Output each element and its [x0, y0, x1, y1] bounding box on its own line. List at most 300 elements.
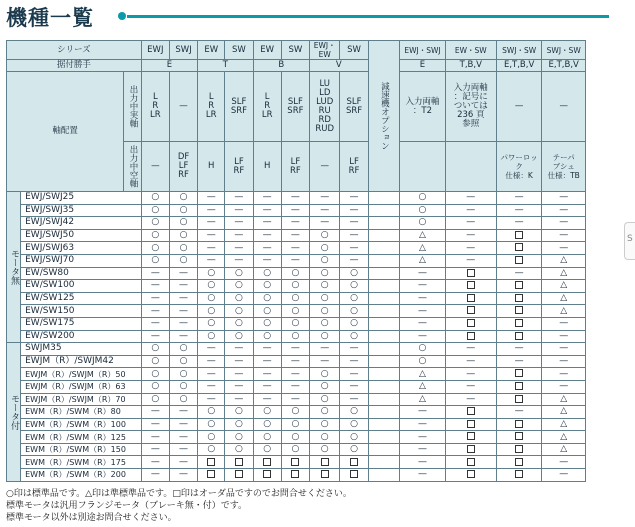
order-item-icon: [207, 470, 215, 478]
model-name: EW/SW100: [21, 280, 142, 293]
order-item-icon: [515, 294, 523, 302]
availability-cell: △: [400, 380, 446, 393]
availability-cell: —: [542, 204, 586, 217]
series-header: EWJ: [141, 41, 169, 60]
availability-cell: △: [542, 280, 586, 293]
availability-cell: —: [198, 242, 225, 255]
availability-cell: ○: [400, 204, 446, 217]
availability-cell: [496, 242, 542, 255]
model-name: EWJ/SWJ35: [21, 204, 142, 217]
mount-header: V: [310, 60, 369, 72]
availability-cell: ○: [340, 305, 368, 318]
availability-cell: △: [542, 443, 586, 456]
availability-cell: [281, 456, 309, 469]
availability-cell: —: [253, 192, 281, 205]
reducer-option-cell: [368, 292, 400, 305]
availability-cell: [496, 380, 542, 393]
model-name: EW/SW80: [21, 267, 142, 280]
availability-cell: ○: [198, 406, 225, 419]
availability-cell: ○: [310, 431, 340, 444]
model-name: EWJM（R）/SWJM（R）63: [21, 380, 142, 393]
availability-cell: ○: [310, 418, 340, 431]
order-item-icon: [467, 319, 475, 327]
availability-cell: —: [310, 355, 340, 368]
order-item-icon: [321, 470, 329, 478]
availability-cell: ○: [141, 217, 169, 230]
availability-cell: ○: [169, 343, 197, 356]
order-item-icon: [515, 470, 523, 478]
availability-cell: —: [310, 343, 340, 356]
availability-cell: —: [400, 431, 446, 444]
availability-cell: ○: [169, 254, 197, 267]
availability-cell: —: [400, 267, 446, 280]
availability-cell: —: [169, 330, 197, 343]
availability-cell: —: [198, 393, 225, 406]
availability-cell: [496, 317, 542, 330]
solid-arrangement: LU LD LUD RU RD RUD: [310, 72, 340, 142]
order-item-icon: [515, 256, 523, 264]
availability-cell: [340, 469, 368, 482]
footer-note-2: 標準モータは汎用フランジモータ（ブレーキ無・付）です。: [6, 501, 247, 511]
availability-cell: ○: [310, 280, 340, 293]
availability-cell: ○: [141, 355, 169, 368]
availability-cell: —: [225, 229, 253, 242]
availability-cell: —: [340, 217, 368, 230]
availability-cell: ○: [253, 305, 281, 318]
availability-cell: —: [281, 380, 309, 393]
availability-cell: [496, 469, 542, 482]
availability-cell: ○: [281, 292, 309, 305]
series-label: シリーズ: [7, 41, 142, 60]
availability-cell: ○: [253, 406, 281, 419]
availability-cell: [445, 267, 496, 280]
availability-cell: —: [310, 192, 340, 205]
reducer-option-cell: [368, 343, 400, 356]
availability-cell: ○: [340, 431, 368, 444]
availability-cell: [445, 330, 496, 343]
order-item-icon: [515, 420, 523, 428]
availability-cell: —: [253, 368, 281, 381]
reducer-option-cell: [368, 406, 400, 419]
option-series-header: SWJ・SW: [542, 41, 586, 60]
reducer-option-cell: [368, 456, 400, 469]
availability-cell: —: [198, 368, 225, 381]
model-name: EWM（R）/SWM（R）150: [21, 443, 142, 456]
order-item-icon: [515, 445, 523, 453]
availability-cell: —: [141, 469, 169, 482]
availability-cell: ○: [400, 217, 446, 230]
availability-cell: —: [225, 217, 253, 230]
availability-cell: ○: [141, 229, 169, 242]
option-hollow: テーパ ブシュ 仕様：TB: [542, 142, 586, 192]
mount-label: 据付勝手: [7, 60, 142, 72]
availability-cell: —: [445, 393, 496, 406]
availability-cell: —: [340, 368, 368, 381]
order-item-icon: [467, 281, 475, 289]
availability-cell: ○: [225, 431, 253, 444]
availability-cell: [496, 292, 542, 305]
availability-cell: ○: [281, 431, 309, 444]
option-series-header: EWJ・SWJ: [400, 41, 446, 60]
availability-cell: ○: [310, 305, 340, 318]
availability-cell: ○: [253, 317, 281, 330]
availability-cell: ○: [225, 418, 253, 431]
table-row: [7, 431, 586, 444]
availability-cell: [445, 305, 496, 318]
availability-cell: ○: [141, 192, 169, 205]
availability-cell: —: [542, 330, 586, 343]
order-item-icon: [515, 332, 523, 340]
availability-cell: ○: [198, 267, 225, 280]
availability-cell: —: [253, 217, 281, 230]
availability-cell: —: [225, 355, 253, 368]
order-item-icon: [235, 458, 243, 466]
availability-cell: ○: [310, 330, 340, 343]
availability-cell: ○: [198, 418, 225, 431]
model-name: EWJ/SWJ25: [21, 192, 142, 205]
series-header: EW: [198, 41, 225, 60]
availability-cell: —: [225, 393, 253, 406]
availability-cell: —: [141, 280, 169, 293]
availability-cell: —: [198, 192, 225, 205]
availability-cell: —: [542, 192, 586, 205]
availability-cell: [253, 469, 281, 482]
availability-cell: —: [400, 406, 446, 419]
availability-cell: [445, 280, 496, 293]
reducer-option-cell: [368, 393, 400, 406]
reducer-option-cell: [368, 368, 400, 381]
availability-cell: —: [445, 343, 496, 356]
availability-cell: ○: [198, 431, 225, 444]
availability-cell: —: [400, 280, 446, 293]
availability-cell: [496, 431, 542, 444]
availability-cell: —: [198, 204, 225, 217]
model-name: EW/SW125: [21, 292, 142, 305]
table-row: [7, 443, 586, 456]
availability-cell: —: [169, 431, 197, 444]
availability-cell: △: [400, 229, 446, 242]
option-mount-header: E,T,B,V: [542, 60, 586, 72]
availability-cell: ○: [340, 443, 368, 456]
availability-cell: ○: [225, 267, 253, 280]
series-header: EWJ・EW: [310, 41, 340, 60]
availability-cell: [310, 456, 340, 469]
availability-cell: —: [141, 406, 169, 419]
availability-cell: —: [400, 305, 446, 318]
availability-cell: ○: [310, 393, 340, 406]
order-item-icon: [515, 243, 523, 251]
availability-cell: ○: [198, 330, 225, 343]
solid-arrangement: —: [169, 72, 197, 142]
order-item-icon: [467, 445, 475, 453]
group-label: モータ無: [7, 192, 21, 343]
availability-cell: —: [281, 355, 309, 368]
availability-cell: —: [445, 242, 496, 255]
availability-cell: —: [198, 254, 225, 267]
availability-cell: ○: [310, 267, 340, 280]
availability-cell: ○: [169, 204, 197, 217]
availability-cell: —: [253, 204, 281, 217]
order-item-icon: [515, 382, 523, 390]
option-mount-header: T,B,V: [445, 60, 496, 72]
availability-cell: ○: [281, 443, 309, 456]
option-mount-header: E,T,B,V: [496, 60, 542, 72]
reducer-option-cell: [368, 443, 400, 456]
availability-cell: ○: [281, 267, 309, 280]
table-row: [7, 192, 586, 205]
option-solid: —: [496, 72, 542, 142]
availability-cell: —: [253, 242, 281, 255]
order-item-icon: [467, 306, 475, 314]
availability-cell: —: [310, 204, 340, 217]
availability-cell: △: [400, 254, 446, 267]
availability-cell: —: [169, 469, 197, 482]
order-item-icon: [467, 332, 475, 340]
availability-cell: —: [281, 254, 309, 267]
availability-cell: ○: [253, 330, 281, 343]
availability-cell: —: [253, 343, 281, 356]
availability-cell: —: [445, 380, 496, 393]
order-item-icon: [263, 458, 271, 466]
order-item-icon: [350, 458, 358, 466]
availability-cell: ○: [198, 443, 225, 456]
availability-cell: ○: [141, 368, 169, 381]
availability-cell: —: [542, 317, 586, 330]
availability-cell: [496, 393, 542, 406]
order-item-icon: [467, 294, 475, 302]
order-item-icon: [515, 458, 523, 466]
availability-cell: [253, 456, 281, 469]
availability-cell: ○: [310, 317, 340, 330]
availability-cell: ○: [281, 330, 309, 343]
availability-cell: —: [281, 229, 309, 242]
hollow-arrangement: H: [198, 142, 225, 192]
reducer-option-cell: [368, 380, 400, 393]
availability-cell: △: [542, 431, 586, 444]
table-row: [7, 406, 586, 419]
order-item-icon: [467, 470, 475, 478]
availability-cell: [496, 280, 542, 293]
order-item-icon: [467, 432, 475, 440]
availability-cell: ○: [310, 380, 340, 393]
availability-cell: △: [400, 393, 446, 406]
availability-cell: —: [281, 368, 309, 381]
availability-cell: ○: [253, 280, 281, 293]
availability-cell: —: [281, 393, 309, 406]
option-hollow: パワーロック 仕様：K: [496, 142, 542, 192]
availability-cell: —: [445, 355, 496, 368]
availability-cell: ○: [253, 418, 281, 431]
order-item-icon: [207, 458, 215, 466]
availability-cell: ○: [281, 317, 309, 330]
side-index-tab-label: S: [627, 234, 633, 244]
hollow-arrangement: DF LF RF: [169, 142, 197, 192]
availability-cell: —: [169, 406, 197, 419]
series-header: EW: [253, 41, 281, 60]
availability-cell: —: [281, 204, 309, 217]
availability-cell: ○: [198, 292, 225, 305]
hollow-arrangement: LF RF: [340, 142, 368, 192]
availability-cell: —: [281, 242, 309, 255]
availability-cell: —: [542, 242, 586, 255]
reducer-option-cell: [368, 330, 400, 343]
arrangement-label: 軸配置: [7, 72, 124, 192]
availability-cell: —: [340, 192, 368, 205]
availability-cell: ○: [169, 217, 197, 230]
availability-cell: —: [169, 280, 197, 293]
table-row: [7, 267, 586, 280]
reducer-option-cell: [368, 267, 400, 280]
title-bar: [6, 2, 606, 32]
availability-cell: ○: [169, 393, 197, 406]
availability-cell: ○: [225, 317, 253, 330]
availability-cell: ○: [141, 242, 169, 255]
model-name: EW/SW175: [21, 317, 142, 330]
availability-cell: —: [340, 242, 368, 255]
availability-cell: [281, 469, 309, 482]
availability-cell: —: [340, 254, 368, 267]
availability-cell: —: [542, 456, 586, 469]
model-name: EW/SW150: [21, 305, 142, 318]
availability-cell: —: [542, 368, 586, 381]
availability-cell: —: [141, 267, 169, 280]
output-hollow-label: 出力中空軸: [124, 142, 141, 192]
order-item-icon: [515, 369, 523, 377]
availability-cell: ○: [281, 305, 309, 318]
availability-cell: —: [141, 443, 169, 456]
model-name: EWJ/SWJ42: [21, 217, 142, 230]
model-name: EWM（R）/SWM（R）200: [21, 469, 142, 482]
reducer-option-cell: [368, 192, 400, 205]
reducer-option-cell: [368, 418, 400, 431]
order-item-icon: [263, 470, 271, 478]
availability-cell: —: [340, 343, 368, 356]
model-name: EW/SW200: [21, 330, 142, 343]
table-row: [7, 330, 586, 343]
solid-arrangement: L R LR: [198, 72, 225, 142]
order-item-icon: [291, 458, 299, 466]
series-header: SWJ: [169, 41, 197, 60]
table-row: [7, 380, 586, 393]
option-solid: 入力両軸 ：記号に ついては 236 頁 参照: [445, 72, 496, 142]
availability-cell: —: [445, 217, 496, 230]
availability-cell: —: [542, 343, 586, 356]
availability-cell: —: [340, 380, 368, 393]
model-list-table: [6, 40, 586, 482]
solid-arrangement: L R LR: [253, 72, 281, 142]
hollow-arrangement: LF RF: [281, 142, 309, 192]
availability-cell: ○: [225, 406, 253, 419]
table-row: [7, 469, 586, 482]
series-header: SW: [281, 41, 309, 60]
availability-cell: ○: [340, 292, 368, 305]
availability-cell: ○: [253, 267, 281, 280]
availability-cell: —: [225, 380, 253, 393]
availability-cell: —: [225, 204, 253, 217]
reducer-option-cell: [368, 469, 400, 482]
availability-cell: ○: [281, 418, 309, 431]
availability-cell: ○: [169, 368, 197, 381]
table-row: [7, 317, 586, 330]
availability-cell: ○: [198, 280, 225, 293]
reducer-option-header: 減速機オプション: [368, 41, 400, 192]
availability-cell: ○: [225, 330, 253, 343]
availability-cell: —: [141, 418, 169, 431]
availability-cell: —: [141, 317, 169, 330]
title-dot: [118, 12, 126, 20]
reducer-option-cell: [368, 254, 400, 267]
order-item-icon: [515, 432, 523, 440]
reducer-option-cell: [368, 355, 400, 368]
reducer-option-cell: [368, 229, 400, 242]
availability-cell: —: [141, 456, 169, 469]
availability-cell: —: [253, 229, 281, 242]
reducer-option-cell: [368, 280, 400, 293]
availability-cell: —: [445, 192, 496, 205]
solid-arrangement: SLF SRF: [340, 72, 368, 142]
availability-cell: ○: [281, 406, 309, 419]
availability-cell: —: [169, 418, 197, 431]
table-row: [7, 393, 586, 406]
availability-cell: —: [310, 217, 340, 230]
mount-header: T: [198, 60, 253, 72]
availability-cell: [445, 317, 496, 330]
availability-cell: —: [496, 343, 542, 356]
order-item-icon: [515, 281, 523, 289]
availability-cell: ○: [400, 343, 446, 356]
availability-cell: —: [169, 267, 197, 280]
availability-cell: [496, 330, 542, 343]
solid-arrangement: SLF SRF: [281, 72, 309, 142]
table-row: [7, 229, 586, 242]
availability-cell: —: [225, 368, 253, 381]
availability-cell: —: [169, 443, 197, 456]
availability-cell: —: [445, 254, 496, 267]
availability-cell: ○: [340, 330, 368, 343]
order-item-icon: [467, 458, 475, 466]
availability-cell: ○: [198, 317, 225, 330]
solid-arrangement: SLF SRF: [225, 72, 253, 142]
availability-cell: [445, 406, 496, 419]
order-item-icon: [467, 420, 475, 428]
availability-cell: —: [253, 380, 281, 393]
option-series-header: EW・SW: [445, 41, 496, 60]
availability-cell: [496, 229, 542, 242]
availability-cell: ○: [253, 292, 281, 305]
reducer-option-cell: [368, 305, 400, 318]
side-index-tab[interactable]: [624, 222, 635, 260]
availability-cell: —: [496, 217, 542, 230]
availability-cell: △: [542, 254, 586, 267]
availability-cell: —: [340, 229, 368, 242]
availability-cell: —: [400, 418, 446, 431]
availability-cell: ○: [310, 229, 340, 242]
availability-cell: —: [400, 330, 446, 343]
availability-cell: —: [141, 431, 169, 444]
model-name: EWM（R）/SWM（R）175: [21, 456, 142, 469]
model-name: EWM（R）/SWM（R）100: [21, 418, 142, 431]
order-item-icon: [467, 269, 475, 277]
availability-cell: ○: [340, 267, 368, 280]
availability-cell: [496, 254, 542, 267]
availability-cell: —: [496, 192, 542, 205]
hollow-arrangement: —: [310, 142, 340, 192]
availability-cell: ○: [169, 229, 197, 242]
hollow-arrangement: H: [253, 142, 281, 192]
solid-arrangement: L R LR: [141, 72, 169, 142]
table-row: [7, 418, 586, 431]
model-name: EWJM（R）/SWJM（R）70: [21, 393, 142, 406]
